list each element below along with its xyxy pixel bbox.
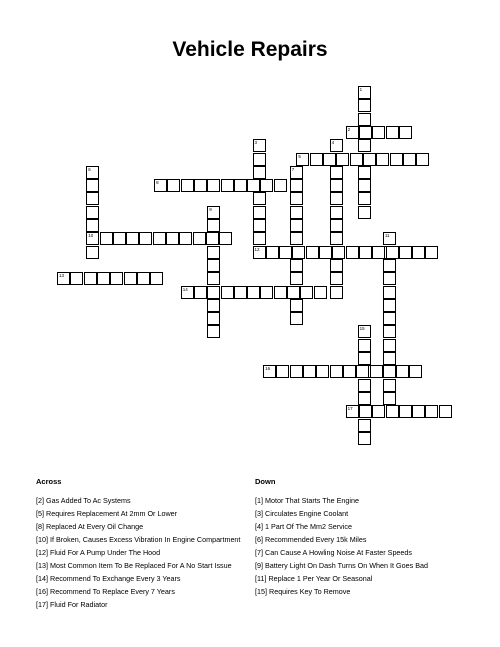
- grid-cell[interactable]: [260, 286, 273, 299]
- grid-cell[interactable]: [263, 365, 276, 378]
- grid-cell[interactable]: [153, 232, 166, 245]
- grid-cell[interactable]: [386, 246, 399, 259]
- grid-cell[interactable]: [207, 179, 220, 192]
- grid-cell[interactable]: [386, 126, 399, 139]
- down-clue-number: [15]: [255, 586, 267, 596]
- grid-cell[interactable]: [346, 246, 359, 259]
- grid-cell[interactable]: [139, 232, 152, 245]
- grid-cell[interactable]: [330, 286, 343, 299]
- grid-cell[interactable]: [376, 153, 389, 166]
- grid-cell[interactable]: [253, 139, 266, 152]
- grid-cell[interactable]: [207, 206, 220, 219]
- grid-cell[interactable]: [358, 419, 371, 432]
- grid-number: 14: [182, 286, 188, 292]
- grid-cell[interactable]: [57, 272, 70, 285]
- grid-number: 2: [347, 126, 351, 132]
- across-clue-text: Gas Added To Ac Systems: [46, 495, 131, 505]
- grid-cell[interactable]: [330, 139, 343, 152]
- grid-cell[interactable]: [207, 286, 220, 299]
- grid-number: 11: [384, 233, 390, 239]
- grid-cell[interactable]: [276, 365, 289, 378]
- grid-cell[interactable]: [86, 219, 99, 232]
- grid-cell[interactable]: [358, 339, 371, 352]
- grid-cell[interactable]: [247, 179, 260, 192]
- grid-cell[interactable]: [274, 286, 287, 299]
- grid-cell[interactable]: [399, 246, 412, 259]
- grid-cell[interactable]: [358, 206, 371, 219]
- grid-cell[interactable]: [314, 286, 327, 299]
- grid-cell[interactable]: [221, 286, 234, 299]
- across-clue-number: [12]: [36, 547, 48, 557]
- grid-cell[interactable]: [383, 352, 396, 365]
- down-clue-number: [3]: [255, 508, 263, 518]
- grid-cell[interactable]: [358, 192, 371, 205]
- across-clue-number: [14]: [36, 573, 48, 583]
- grid-cell[interactable]: [412, 405, 425, 418]
- grid-cell[interactable]: [166, 232, 179, 245]
- grid-cell[interactable]: [97, 272, 110, 285]
- down-heading: Down: [255, 477, 276, 486]
- grid-cell[interactable]: [86, 179, 99, 192]
- grid-cell[interactable]: [332, 246, 345, 259]
- down-clue: [255, 588, 470, 597]
- grid-cell[interactable]: [316, 365, 329, 378]
- down-clues: [255, 478, 470, 601]
- grid-cell[interactable]: [425, 246, 438, 259]
- grid-number: 10: [88, 233, 94, 239]
- down-clue-text: Requires Key To Remove: [269, 586, 351, 596]
- grid-cell[interactable]: [292, 246, 305, 259]
- grid-cell[interactable]: [383, 325, 396, 338]
- grid-cell[interactable]: [403, 153, 416, 166]
- grid-cell[interactable]: [290, 365, 303, 378]
- across-clue-text: If Broken, Causes Excess Vibration In Engine Compartment: [50, 534, 241, 544]
- grid-cell[interactable]: [383, 365, 396, 378]
- grid-cell[interactable]: [359, 246, 372, 259]
- grid-cell[interactable]: [86, 232, 99, 245]
- grid-cell[interactable]: [358, 166, 371, 179]
- grid-cell[interactable]: [290, 259, 303, 272]
- across-clue: [36, 549, 241, 558]
- grid-cell[interactable]: [346, 405, 359, 418]
- grid-cell[interactable]: [358, 139, 371, 152]
- down-clue-number: [9]: [255, 560, 263, 570]
- grid-cell[interactable]: [86, 166, 99, 179]
- grid-cell[interactable]: [425, 405, 438, 418]
- grid-cell[interactable]: [390, 153, 403, 166]
- grid-cell[interactable]: [113, 232, 126, 245]
- grid-cell[interactable]: [399, 126, 412, 139]
- grid-cell[interactable]: [358, 352, 371, 365]
- grid-cell[interactable]: [207, 312, 220, 325]
- grid-cell[interactable]: [306, 246, 319, 259]
- down-clue-text: Replace 1 Per Year Or Seasonal: [268, 573, 373, 583]
- down-clue: [255, 575, 470, 584]
- grid-cell[interactable]: [253, 246, 266, 259]
- grid-cell[interactable]: [290, 179, 303, 192]
- grid-cell[interactable]: [330, 272, 343, 285]
- grid-cell[interactable]: [383, 299, 396, 312]
- grid-cell[interactable]: [358, 392, 371, 405]
- grid-cell[interactable]: [290, 272, 303, 285]
- down-clue-text: 1 Part Of The Mm2 Service: [265, 521, 352, 531]
- grid-cell[interactable]: [247, 286, 260, 299]
- grid-cell[interactable]: [330, 206, 343, 219]
- grid-cell[interactable]: [253, 232, 266, 245]
- grid-number: 1: [359, 87, 363, 92]
- grid-cell[interactable]: [181, 179, 194, 192]
- across-clue-number: [16]: [36, 586, 48, 596]
- down-clue-number: [1]: [255, 495, 263, 505]
- grid-cell[interactable]: [110, 272, 123, 285]
- down-clue: [255, 562, 470, 571]
- down-clue-text: Can Cause A Howling Noise At Faster Speeds: [265, 547, 413, 557]
- grid-cell[interactable]: [350, 153, 363, 166]
- grid-cell[interactable]: [399, 405, 412, 418]
- grid-cell[interactable]: [207, 259, 220, 272]
- grid-number: 17: [347, 406, 353, 412]
- grid-cell[interactable]: [70, 272, 83, 285]
- grid-cell[interactable]: [290, 206, 303, 219]
- grid-cell[interactable]: [290, 299, 303, 312]
- grid-cell[interactable]: [124, 272, 137, 285]
- grid-cell[interactable]: [84, 272, 97, 285]
- grid-cell[interactable]: [253, 192, 266, 205]
- across-clue-text: Fluid For A Pump Under The Hood: [50, 547, 161, 557]
- across-clues: [36, 478, 241, 614]
- grid-cell[interactable]: [383, 259, 396, 272]
- down-clue: [255, 510, 470, 519]
- grid-number: 6: [88, 166, 91, 172]
- grid-cell[interactable]: [358, 432, 371, 445]
- down-clue-number: [6]: [255, 534, 263, 544]
- grid-cell[interactable]: [358, 99, 371, 112]
- grid-cell[interactable]: [372, 405, 385, 418]
- across-clue-number: [17]: [36, 599, 48, 609]
- grid-cell[interactable]: [383, 392, 396, 405]
- down-clue-text: Battery Light On Dash Turns On When It Goes Bad: [265, 560, 428, 570]
- grid-cell[interactable]: [319, 246, 332, 259]
- down-clue-number: [11]: [255, 573, 267, 583]
- grid-cell[interactable]: [359, 405, 372, 418]
- across-clue-text: Recommend To Replace Every 7 Years: [50, 586, 175, 596]
- grid-cell[interactable]: [290, 192, 303, 205]
- grid-cell[interactable]: [154, 179, 167, 192]
- grid-cell[interactable]: [383, 379, 396, 392]
- across-clue-text: Replaced At Every Oil Change: [46, 521, 144, 531]
- grid-cell[interactable]: [330, 365, 343, 378]
- grid-number: 3: [254, 140, 258, 146]
- grid-cell[interactable]: [323, 153, 336, 166]
- grid-cell[interactable]: [290, 219, 303, 232]
- across-clue: [36, 523, 241, 532]
- grid-cell[interactable]: [290, 166, 303, 179]
- grid-cell[interactable]: [86, 206, 99, 219]
- grid-cell[interactable]: [356, 365, 369, 378]
- grid-cell[interactable]: [359, 126, 372, 139]
- down-clue-text: Motor That Starts The Engine: [265, 495, 360, 505]
- down-clue-number: [7]: [255, 547, 263, 557]
- grid-cell[interactable]: [100, 232, 113, 245]
- grid-cell[interactable]: [206, 232, 219, 245]
- grid-cell[interactable]: [383, 232, 396, 245]
- grid-number: 13: [59, 273, 65, 279]
- grid-cell[interactable]: [207, 219, 220, 232]
- grid-cell[interactable]: [358, 379, 371, 392]
- across-clue-number: [5]: [36, 508, 44, 518]
- grid-cell[interactable]: [412, 246, 425, 259]
- across-clue: [36, 497, 241, 506]
- across-heading: Across: [36, 477, 62, 486]
- grid-cell[interactable]: [266, 246, 279, 259]
- grid-cell[interactable]: [193, 232, 206, 245]
- across-clue: [36, 510, 241, 519]
- grid-cell[interactable]: [234, 286, 247, 299]
- grid-number: 15: [359, 326, 365, 332]
- grid-cell[interactable]: [416, 153, 429, 166]
- grid-cell[interactable]: [287, 286, 300, 299]
- grid-cell[interactable]: [358, 325, 371, 338]
- grid-cell[interactable]: [370, 365, 383, 378]
- grid-cell[interactable]: [330, 192, 343, 205]
- grid-cell[interactable]: [167, 179, 180, 192]
- grid-cell[interactable]: [253, 206, 266, 219]
- grid-cell[interactable]: [300, 286, 313, 299]
- puzzle-title: Vehicle Repairs: [172, 38, 328, 61]
- across-clue-text: Most Common Item To Be Replaced For A No Start Issue: [50, 560, 232, 570]
- grid-cell[interactable]: [330, 179, 343, 192]
- grid-cell[interactable]: [260, 179, 273, 192]
- across-clue-number: [8]: [36, 521, 44, 531]
- across-clue-number: [13]: [36, 560, 48, 570]
- down-clue: [255, 549, 470, 558]
- grid-cell[interactable]: [310, 153, 323, 166]
- grid-cell[interactable]: [279, 246, 292, 259]
- grid-number: 9: [209, 206, 212, 212]
- grid-cell[interactable]: [330, 232, 343, 245]
- grid-cell[interactable]: [194, 179, 207, 192]
- grid-cell[interactable]: [372, 246, 385, 259]
- grid-cell[interactable]: [383, 312, 396, 325]
- grid-cell[interactable]: [372, 126, 385, 139]
- grid-cell[interactable]: [330, 259, 343, 272]
- grid-number: 7: [291, 166, 295, 172]
- across-clue-number: [2]: [36, 495, 44, 505]
- across-clue: [36, 588, 241, 597]
- grid-cell[interactable]: [343, 365, 356, 378]
- grid-cell[interactable]: [207, 325, 220, 338]
- grid-cell[interactable]: [221, 179, 234, 192]
- grid-cell[interactable]: [150, 272, 163, 285]
- down-clue: [255, 536, 470, 545]
- grid-cell[interactable]: [296, 153, 309, 166]
- grid-number: 16: [265, 366, 271, 372]
- down-clue: [255, 523, 470, 532]
- grid-cell[interactable]: [86, 246, 99, 259]
- grid-cell[interactable]: [234, 179, 247, 192]
- grid-cell[interactable]: [363, 153, 376, 166]
- grid-cell[interactable]: [253, 166, 266, 179]
- grid-cell[interactable]: [207, 272, 220, 285]
- grid-number: 8: [156, 180, 159, 186]
- grid-number: 5: [298, 153, 301, 159]
- grid-cell[interactable]: [330, 219, 343, 232]
- across-clue: [36, 536, 241, 545]
- grid-cell[interactable]: [409, 365, 422, 378]
- down-clue-number: [4]: [255, 521, 263, 531]
- grid-cell[interactable]: [126, 232, 139, 245]
- grid-cell[interactable]: [383, 286, 396, 299]
- across-clue: [36, 562, 241, 571]
- grid-cell[interactable]: [386, 405, 399, 418]
- down-clue: [255, 497, 470, 506]
- grid-cell[interactable]: [383, 339, 396, 352]
- grid-cell[interactable]: [396, 365, 409, 378]
- grid-cell[interactable]: [137, 272, 150, 285]
- grid-cell[interactable]: [439, 405, 452, 418]
- grid-cell[interactable]: [290, 232, 303, 245]
- grid-cell[interactable]: [383, 272, 396, 285]
- grid-cell[interactable]: [219, 232, 232, 245]
- grid-cell[interactable]: [194, 286, 207, 299]
- grid-cell[interactable]: [253, 219, 266, 232]
- down-clue-text: Recommended Every 15k Miles: [265, 534, 367, 544]
- across-clue-number: [10]: [36, 534, 48, 544]
- grid-cell[interactable]: [253, 153, 266, 166]
- across-clue: [36, 575, 241, 584]
- across-clue-text: Recommend To Exchange Every 3 Years: [50, 573, 181, 583]
- grid-cell[interactable]: [86, 192, 99, 205]
- down-clue-text: Circulates Engine Coolant: [265, 508, 349, 518]
- grid-cell[interactable]: [274, 179, 287, 192]
- grid-cell[interactable]: [181, 286, 194, 299]
- grid-cell[interactable]: [358, 113, 371, 126]
- grid-cell[interactable]: [336, 153, 349, 166]
- grid-cell[interactable]: [179, 232, 192, 245]
- across-clue-text: Requires Replacement At 2mm Or Lower: [46, 508, 178, 518]
- grid-cell[interactable]: [290, 312, 303, 325]
- across-clue: [36, 601, 241, 610]
- grid-cell[interactable]: [330, 166, 343, 179]
- grid-cell[interactable]: [358, 179, 371, 192]
- grid-cell[interactable]: [207, 299, 220, 312]
- grid-cell[interactable]: [346, 126, 359, 139]
- grid-number: 12: [254, 246, 260, 252]
- across-clue-text: Fluid For Radiator: [50, 599, 108, 609]
- grid-cell[interactable]: [207, 246, 220, 259]
- grid-number: 4: [331, 140, 335, 146]
- grid-cell[interactable]: [358, 86, 371, 99]
- grid-cell[interactable]: [303, 365, 316, 378]
